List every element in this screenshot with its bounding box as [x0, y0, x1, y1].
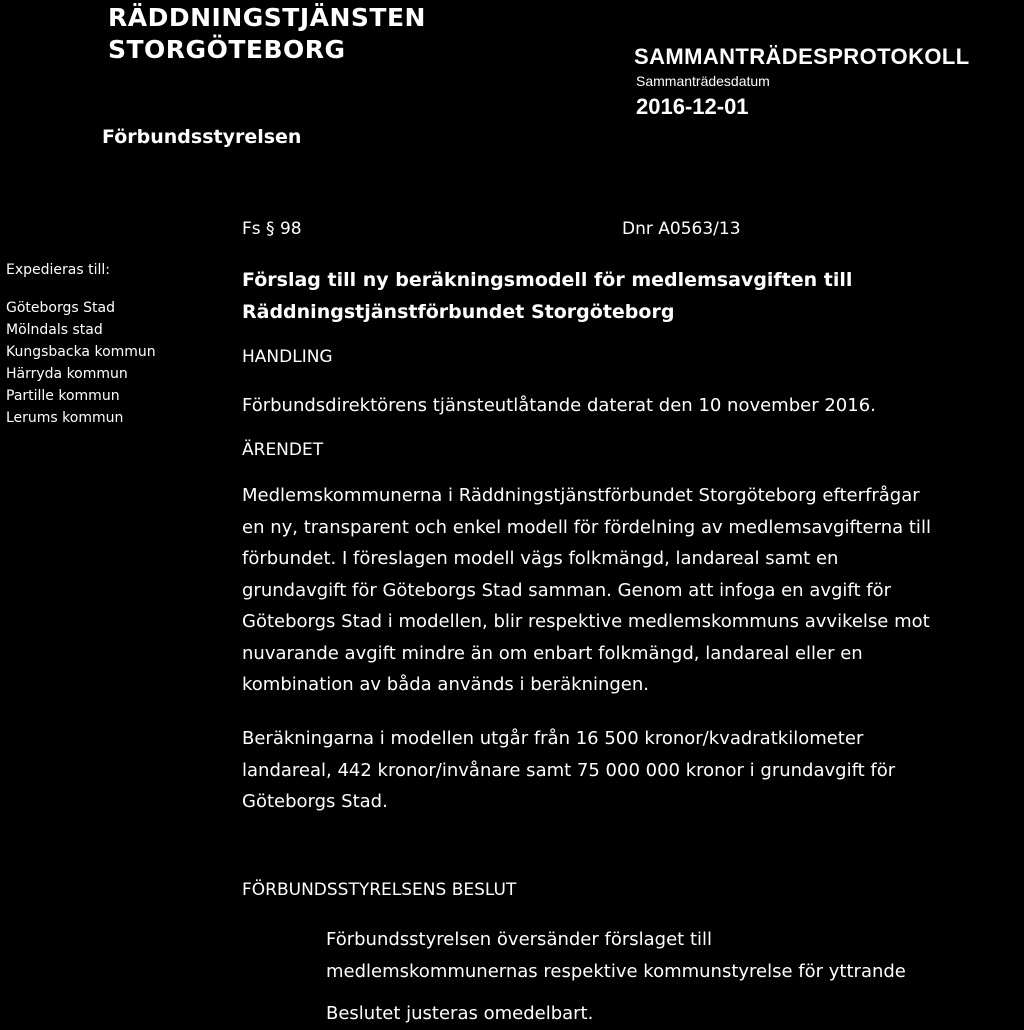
distribution-recipient: Partille kommun [6, 388, 120, 404]
text-line: Göteborgs Stad i modellen, blir respektive medlemskommuns avvikelse mot [242, 611, 930, 632]
text-line: Göteborgs Stad. [242, 791, 388, 812]
decision-final: Beslutet justeras omedelbart. [326, 1003, 594, 1024]
board-name: Förbundsstyrelsen [102, 126, 302, 148]
section-number: Fs § 98 [242, 219, 302, 239]
arendet-paragraph-2 [242, 723, 895, 818]
text-line: Medlemskommunerna i Räddningstjänstförbundet Storgöteborg efterfrågar [242, 485, 920, 506]
distribution-recipient: Göteborgs Stad [6, 300, 115, 316]
text-line: Förbundsstyrelsen översänder förslaget till [326, 929, 712, 950]
organization-name-line2: STORGÖTEBORG [108, 35, 346, 64]
text-line: förbundet. I föreslagen modell vägs folkmängd, landareal samt en [242, 548, 839, 569]
meeting-date-label: Sammanträdesdatum [636, 73, 770, 89]
document-type: SAMMANTRÄDESPROTOKOLL [634, 44, 970, 69]
organization-name [108, 2, 426, 66]
handling-text: Förbundsdirektörens tjänsteutlåtande daterat den 10 november 2016. [242, 395, 876, 416]
arendet-paragraph-1 [242, 480, 931, 701]
handling-heading: HANDLING [242, 347, 333, 367]
text-line: landareal, 442 kronor/invånare samt 75 000 000 kronor i grundavgift för [242, 759, 896, 781]
text-line: kombination av båda används i beräkningen. [242, 674, 650, 695]
organization-name-line1: RÄDDNINGSTJÄNSTEN [108, 3, 426, 32]
text-line: nuvarande avgift mindre än om enbart folkmängd, landareal eller en [242, 642, 863, 664]
case-title [242, 264, 852, 328]
decision-text [326, 924, 906, 987]
case-title-line2: Räddningstjänstförbundet Storgöteborg [242, 301, 675, 323]
distribution-recipient: Lerums kommun [6, 410, 124, 426]
text-line: Beräkningarna i modellen utgår från 16 500 kronor/kvadratkilometer [242, 728, 864, 749]
distribution-recipient: Kungsbacka kommun [6, 344, 156, 360]
text-line: en ny, transparent och enkel modell för fördelning av medlemsavgifterna till [242, 516, 931, 538]
diary-number: Dnr A0563/13 [622, 219, 741, 239]
distribution-recipient: Mölndals stad [6, 322, 103, 338]
case-title-line1: Förslag till ny beräkningsmodell för medlemsavgiften till [242, 269, 853, 291]
meeting-date: 2016-12-01 [636, 94, 749, 119]
distribution-list [6, 297, 156, 429]
distribution-label: Expedieras till: [6, 262, 110, 278]
arendet-heading: ÄRENDET [242, 440, 324, 460]
distribution-recipient: Härryda kommun [6, 366, 128, 382]
decision-heading: FÖRBUNDSSTYRELSENS BESLUT [242, 880, 517, 900]
text-line: grundavgift för Göteborgs Stad samman. Genom att infoga en avgift för [242, 579, 891, 601]
text-line: medlemskommunernas respektive kommunstyrelse för yttrande [326, 960, 906, 982]
